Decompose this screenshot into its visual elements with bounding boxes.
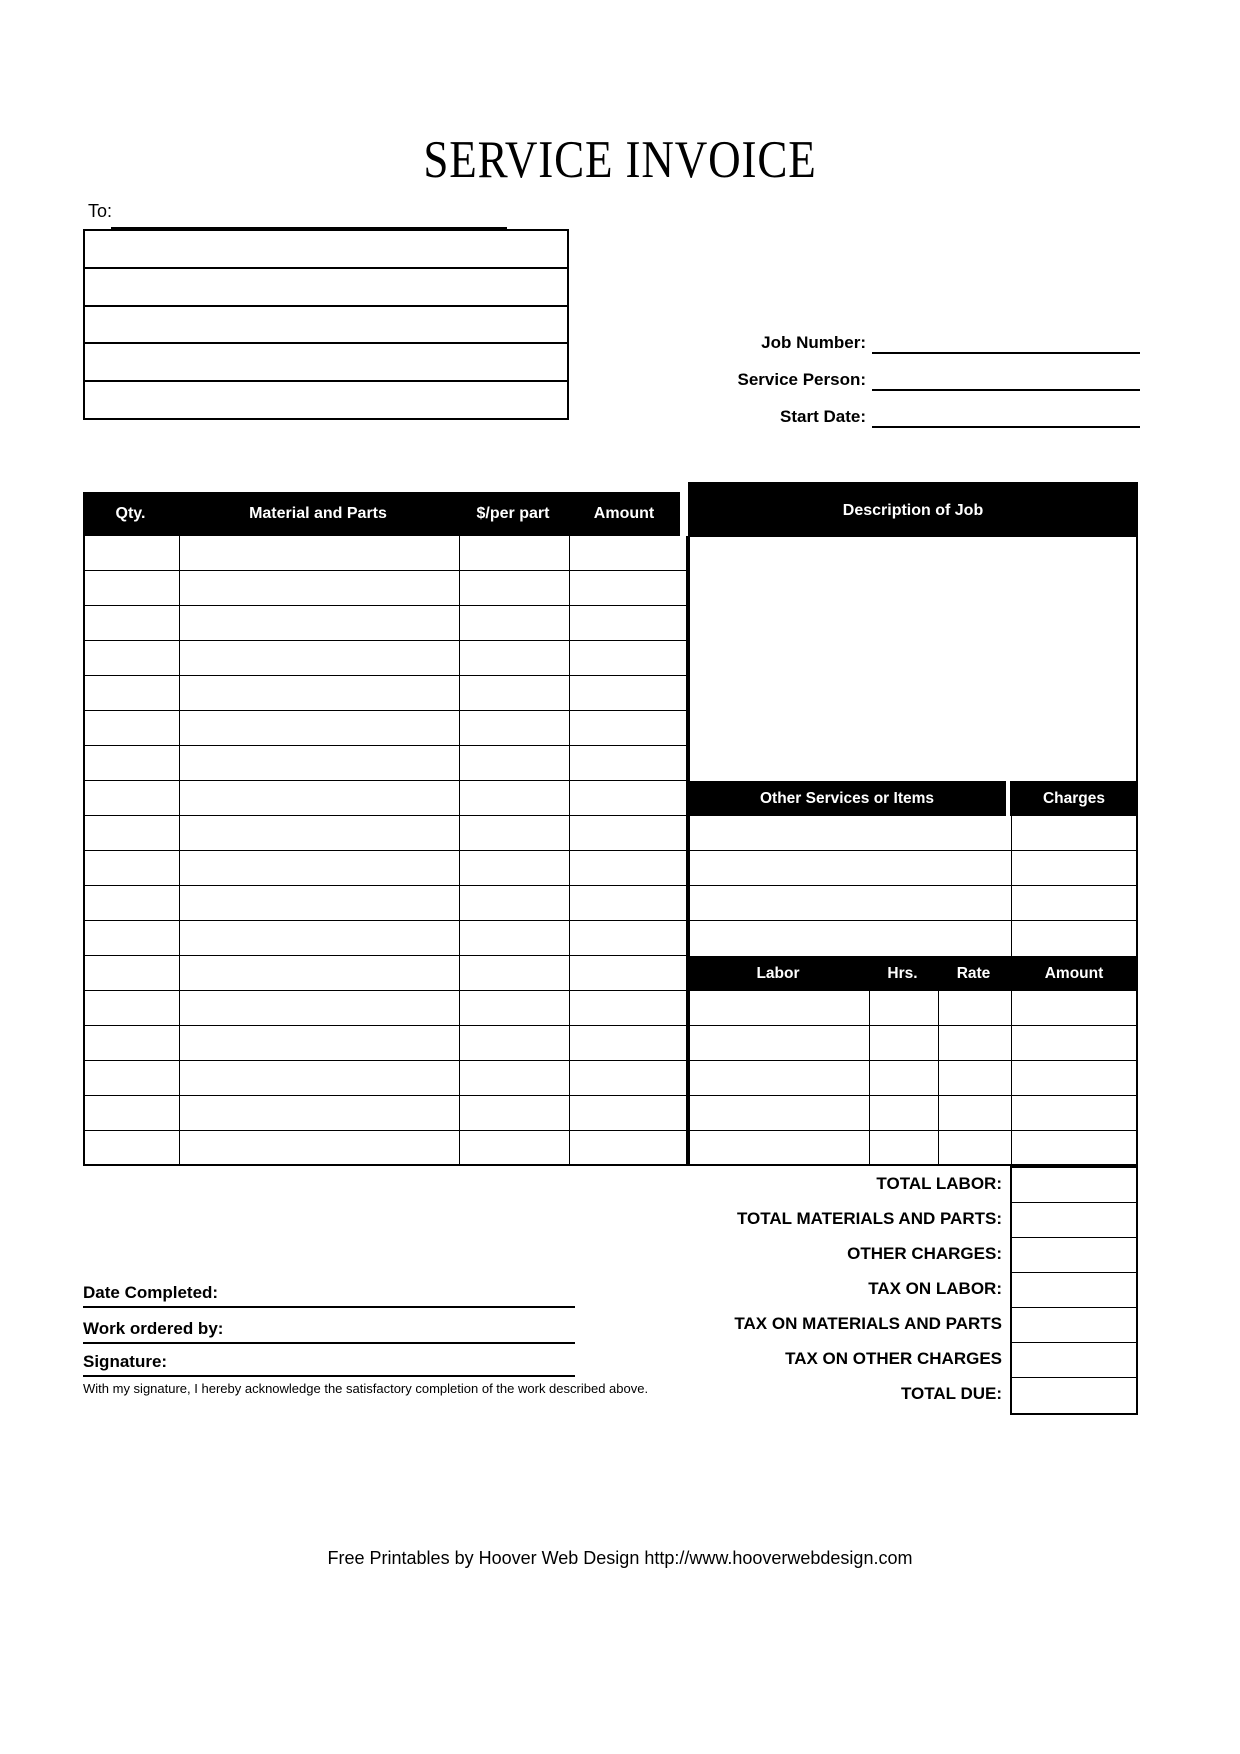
empty-cell[interactable] [180, 711, 460, 745]
signature-acknowledgment-text: With my signature, I hereby acknowledge the satisfactory completion of the work described above. [83, 1381, 649, 1396]
empty-cell[interactable] [180, 1026, 460, 1060]
empty-cell[interactable] [570, 921, 686, 955]
empty-cell[interactable] [570, 886, 686, 920]
date-completed-label: Date Completed: [83, 1283, 219, 1302]
table-row[interactable] [85, 956, 686, 991]
total-value-box[interactable] [1012, 1343, 1136, 1378]
table-row[interactable] [690, 1026, 1136, 1061]
empty-cell[interactable] [1012, 991, 1136, 1025]
empty-cell[interactable] [180, 606, 460, 640]
empty-cell[interactable] [85, 1131, 180, 1166]
total-label: TAX ON LABOR: [868, 1279, 1002, 1298]
empty-cell[interactable] [180, 1131, 460, 1166]
charges-column-header: Charges [1010, 781, 1138, 816]
service-person-input-line[interactable] [872, 369, 1140, 391]
empty-cell[interactable] [870, 1131, 939, 1166]
empty-cell[interactable] [85, 746, 180, 780]
empty-cell[interactable] [570, 746, 686, 780]
empty-cell[interactable] [460, 956, 570, 990]
empty-cell[interactable] [85, 921, 180, 955]
empty-cell[interactable] [690, 921, 1012, 956]
empty-cell[interactable] [460, 571, 570, 605]
empty-cell[interactable] [570, 781, 686, 815]
table-row[interactable] [690, 1096, 1136, 1131]
page-title: SERVICE INVOICE [423, 131, 817, 189]
date-completed-line[interactable] [83, 1283, 575, 1308]
job-number-label: Job Number: [761, 333, 866, 352]
qty-column-header: Qty. [115, 505, 146, 522]
empty-cell[interactable] [180, 676, 460, 710]
empty-cell[interactable] [460, 816, 570, 850]
to-label: To: [88, 201, 113, 221]
empty-cell[interactable] [870, 1096, 939, 1130]
service-person-label: Service Person: [737, 370, 866, 389]
empty-cell[interactable] [939, 1096, 1012, 1130]
empty-cell[interactable] [85, 1026, 180, 1060]
start-date-input-line[interactable] [872, 406, 1140, 428]
materials-table-header [83, 492, 680, 536]
empty-cell[interactable] [180, 781, 460, 815]
material-and-parts-column-header: Material and Parts [249, 505, 387, 522]
empty-cell[interactable] [460, 781, 570, 815]
empty-cell[interactable] [85, 956, 180, 990]
table-row[interactable] [85, 641, 686, 676]
empty-cell[interactable] [460, 746, 570, 780]
empty-cell[interactable] [460, 991, 570, 1025]
table-row[interactable] [85, 571, 686, 606]
table-row[interactable] [690, 921, 1136, 956]
empty-cell[interactable] [85, 851, 180, 885]
labor-table-body [688, 991, 1138, 1166]
empty-cell[interactable] [460, 641, 570, 675]
empty-cell[interactable] [690, 816, 1012, 850]
table-row[interactable] [85, 886, 686, 921]
table-row[interactable] [85, 711, 686, 746]
table-row[interactable] [85, 606, 686, 641]
empty-cell[interactable] [85, 781, 180, 815]
empty-cell[interactable] [1012, 1026, 1136, 1060]
total-value-box[interactable] [1012, 1168, 1136, 1203]
empty-cell[interactable] [180, 991, 460, 1025]
empty-cell[interactable] [570, 676, 686, 710]
total-label: TAX ON MATERIALS AND PARTS [734, 1314, 1002, 1333]
table-row[interactable] [85, 231, 567, 269]
labor-header-bar [688, 956, 1138, 991]
empty-cell[interactable] [870, 1061, 939, 1095]
empty-cell[interactable] [570, 1026, 686, 1060]
empty-cell[interactable] [690, 886, 1012, 920]
description-of-job-header: Description of Job [688, 482, 1138, 537]
empty-cell[interactable] [870, 991, 939, 1025]
empty-cell[interactable] [939, 1026, 1012, 1060]
table-row[interactable] [85, 382, 567, 418]
empty-cell[interactable] [180, 1096, 460, 1130]
table-row[interactable] [85, 851, 686, 886]
footer-credit: Free Printables by Hoover Web Design http://www.hooverwebdesign.com [327, 1548, 913, 1568]
table-row[interactable] [690, 851, 1136, 886]
hrs-column-header: Hrs. [887, 965, 918, 982]
empty-cell[interactable] [939, 991, 1012, 1025]
total-value-box[interactable] [1012, 1203, 1136, 1238]
table-row[interactable] [85, 781, 686, 816]
empty-cell[interactable] [180, 816, 460, 850]
total-value-box[interactable] [1012, 1308, 1136, 1343]
signature-line[interactable] [83, 1352, 575, 1377]
empty-cell[interactable] [570, 606, 686, 640]
table-row[interactable] [690, 1131, 1136, 1166]
empty-cell[interactable] [460, 921, 570, 955]
empty-cell[interactable] [460, 606, 570, 640]
empty-cell[interactable] [690, 991, 870, 1025]
totals-value-column [1010, 1166, 1138, 1415]
table-row[interactable] [85, 991, 686, 1026]
empty-cell[interactable] [85, 1061, 180, 1095]
empty-cell[interactable] [570, 1096, 686, 1130]
table-row[interactable] [690, 886, 1136, 921]
empty-cell[interactable] [570, 991, 686, 1025]
empty-cell[interactable] [460, 851, 570, 885]
empty-cell[interactable] [85, 1096, 180, 1130]
total-label: OTHER CHARGES: [847, 1244, 1002, 1263]
table-row[interactable] [690, 1061, 1136, 1096]
table-row[interactable] [85, 676, 686, 711]
empty-cell[interactable] [690, 851, 1012, 885]
empty-cell[interactable] [180, 886, 460, 920]
empty-cell[interactable] [690, 1061, 870, 1095]
total-label: TOTAL LABOR: [876, 1174, 1002, 1193]
empty-cell[interactable] [180, 746, 460, 780]
empty-cell[interactable] [180, 851, 460, 885]
empty-cell[interactable] [460, 1096, 570, 1130]
empty-cell[interactable] [460, 1026, 570, 1060]
empty-cell[interactable] [85, 536, 180, 570]
empty-cell[interactable] [460, 676, 570, 710]
empty-cell[interactable] [1012, 1061, 1136, 1095]
empty-cell[interactable] [1012, 816, 1136, 850]
empty-cell[interactable] [690, 1096, 870, 1130]
table-row[interactable] [690, 991, 1136, 1026]
empty-cell[interactable] [939, 1061, 1012, 1095]
empty-cell[interactable] [180, 536, 460, 570]
empty-cell[interactable] [460, 886, 570, 920]
empty-cell[interactable] [180, 641, 460, 675]
empty-cell[interactable] [180, 921, 460, 955]
empty-cell[interactable] [939, 1131, 1012, 1166]
empty-cell[interactable] [570, 956, 686, 990]
table-row[interactable] [85, 344, 567, 382]
empty-cell[interactable] [1012, 851, 1136, 885]
empty-cell[interactable] [460, 1061, 570, 1095]
empty-cell[interactable] [180, 1061, 460, 1095]
empty-cell[interactable] [460, 536, 570, 570]
empty-cell[interactable] [1012, 1096, 1136, 1130]
empty-cell[interactable] [85, 816, 180, 850]
empty-cell[interactable] [570, 816, 686, 850]
total-value-box[interactable] [1012, 1378, 1136, 1413]
empty-cell[interactable] [1012, 921, 1136, 956]
total-label: TOTAL MATERIALS AND PARTS: [736, 1209, 1002, 1228]
amount-column-header: Amount [593, 505, 655, 522]
empty-cell[interactable] [570, 1061, 686, 1095]
job-number-input-line[interactable] [872, 332, 1140, 354]
table-row[interactable] [85, 1131, 686, 1166]
empty-cell[interactable] [85, 676, 180, 710]
table-row[interactable] [85, 921, 686, 956]
other-services-header-bar [688, 781, 1138, 816]
labor-amount-column-header: Amount [1044, 965, 1104, 982]
empty-cell[interactable] [570, 851, 686, 885]
empty-cell[interactable] [85, 991, 180, 1025]
empty-cell[interactable] [180, 956, 460, 990]
work-ordered-by-label: Work ordered by: [83, 1319, 224, 1338]
empty-cell[interactable] [85, 641, 180, 675]
empty-cell[interactable] [690, 1131, 870, 1166]
empty-cell[interactable] [180, 571, 460, 605]
empty-cell[interactable] [85, 886, 180, 920]
table-row[interactable] [85, 269, 567, 307]
empty-cell[interactable] [1012, 1131, 1136, 1166]
empty-cell[interactable] [570, 641, 686, 675]
table-row[interactable] [85, 307, 567, 345]
table-row[interactable] [85, 1026, 686, 1061]
labor-column-header: Labor [756, 965, 800, 982]
empty-cell[interactable] [570, 536, 686, 570]
table-row[interactable] [85, 746, 686, 781]
table-row[interactable] [85, 1061, 686, 1096]
other-services-header: Other Services or Items [688, 781, 1006, 816]
total-label: TAX ON OTHER CHARGES [785, 1349, 1002, 1368]
per-part-column-header: $/per part [476, 505, 550, 522]
total-value-box[interactable] [1012, 1273, 1136, 1308]
empty-cell[interactable] [690, 1026, 870, 1060]
signature-label: Signature: [83, 1352, 168, 1371]
start-date-label: Start Date: [780, 407, 866, 426]
empty-cell[interactable] [570, 571, 686, 605]
work-ordered-by-line[interactable] [83, 1319, 575, 1344]
empty-cell[interactable] [570, 711, 686, 745]
start-date-field [640, 404, 1140, 428]
empty-cell[interactable] [85, 606, 180, 640]
empty-cell[interactable] [460, 711, 570, 745]
table-row[interactable] [85, 1096, 686, 1131]
rate-column-header: Rate [956, 965, 991, 982]
table-row[interactable] [85, 816, 686, 851]
job-number-field [640, 330, 1140, 354]
total-label: TOTAL DUE: [900, 1384, 1002, 1403]
description-of-job-box[interactable] [688, 537, 1138, 781]
empty-cell[interactable] [570, 1131, 686, 1166]
empty-cell[interactable] [85, 711, 180, 745]
table-row[interactable] [85, 536, 686, 571]
other-services-table-body [688, 816, 1138, 956]
empty-cell[interactable] [870, 1026, 939, 1060]
empty-cell[interactable] [85, 571, 180, 605]
service-person-field [640, 367, 1140, 391]
total-value-box[interactable] [1012, 1238, 1136, 1273]
empty-cell[interactable] [460, 1131, 570, 1166]
materials-table-body [83, 536, 688, 1166]
empty-cell[interactable] [1012, 886, 1136, 920]
recipient-address-box[interactable] [83, 229, 569, 420]
table-row[interactable] [690, 816, 1136, 851]
